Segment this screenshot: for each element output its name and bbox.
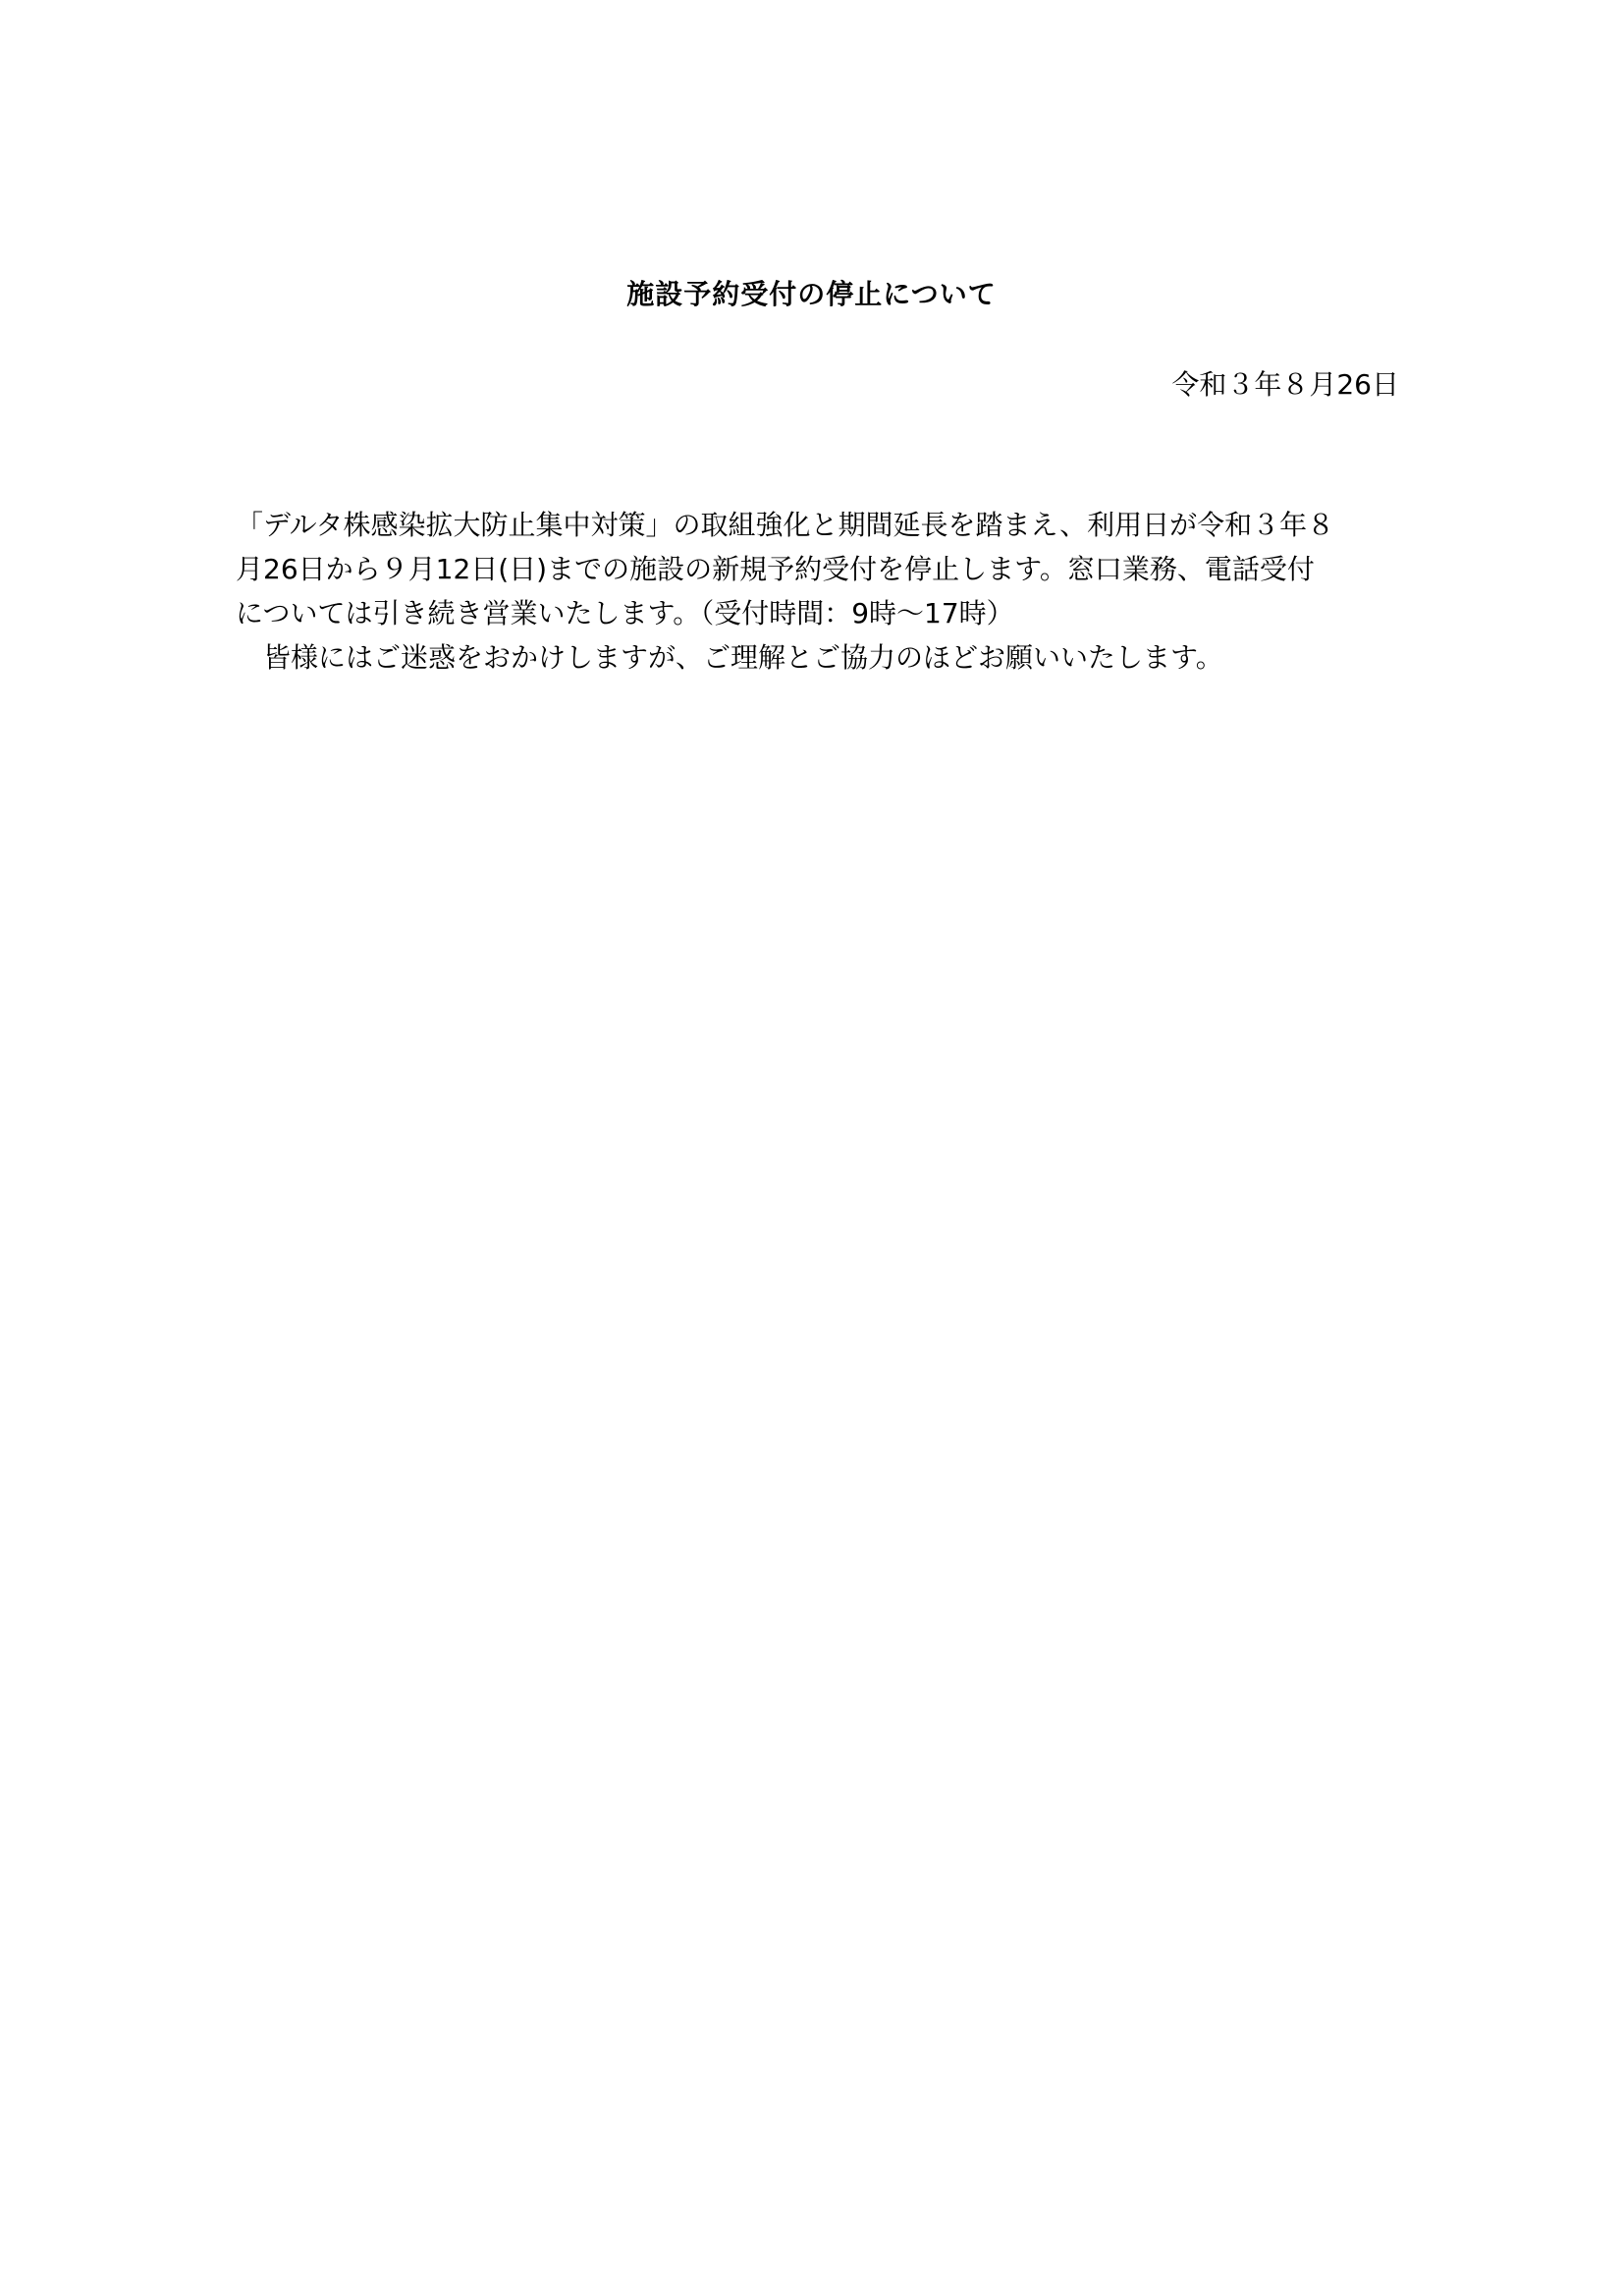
body-line: 月26日から９月12日(日)までの施設の新規予約受付を停止します。窓口業務、電話受付 <box>236 553 1315 585</box>
body-line: については引き続き営業いたします。（受付時間：9時～17時） <box>236 597 1014 629</box>
document-title: 施設予約受付の停止について <box>626 278 997 310</box>
body-line: 皆様にはご迷惑をおかけしますが、ご理解とご協力のほどお願いいたします。 <box>263 641 1223 674</box>
body-line: 「デルタ株感染拡大防止集中対策」の取組強化と期間延長を踏まえ、利用日が令和３年８ <box>236 509 1335 541</box>
document-body <box>236 503 1404 680</box>
document-date: 令和３年８月26日 <box>1171 368 1399 401</box>
